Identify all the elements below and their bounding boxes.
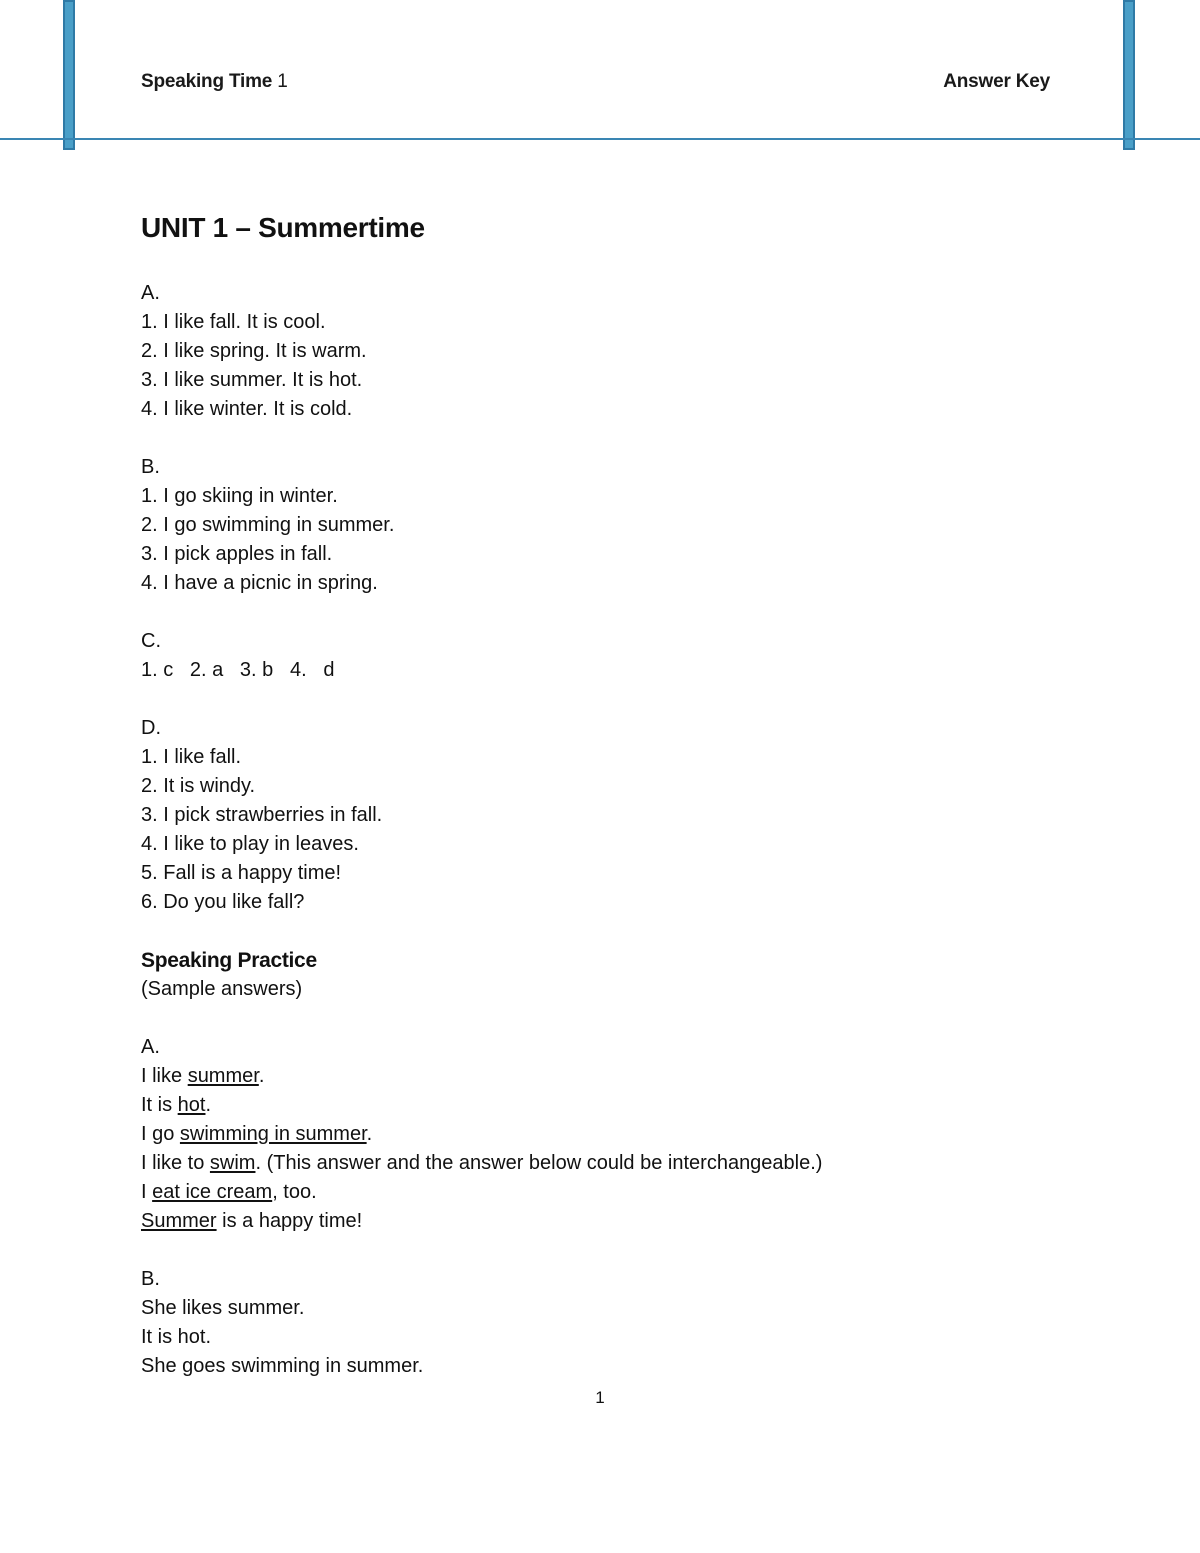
- answer-blank: swimming in summer: [179, 1123, 367, 1145]
- header-rule: [0, 138, 1200, 140]
- header-answer-key: Answer Key: [943, 71, 1050, 92]
- header-book-title: Speaking Time 1: [141, 71, 288, 92]
- answer-line: 6. Do you like fall?: [141, 891, 305, 913]
- unit-title: UNIT 1 – Summertime: [141, 212, 425, 243]
- section-d: [141, 714, 1141, 917]
- section-label: C.: [141, 630, 161, 652]
- speaking-practice-title: Speaking Practice: [141, 949, 317, 972]
- answer-line: 1. c 2. a 3. b 4. d: [141, 659, 335, 681]
- answer-line: 4. I like to play in leaves.: [141, 833, 359, 855]
- section-label: B.: [141, 1268, 160, 1290]
- page-body: [141, 208, 1141, 1381]
- speaking-practice-subtitle: (Sample answers): [141, 978, 303, 1000]
- sample-answer-line: She goes swimming in summer.: [141, 1355, 424, 1377]
- section-label: A.: [141, 282, 160, 304]
- answer-line: 3. I pick apples in fall.: [141, 543, 333, 565]
- speaking-practice-heading: [141, 946, 1141, 1004]
- answer-blank: hot: [177, 1094, 206, 1116]
- sample-answer-line: Summer is a happy time!: [141, 1210, 363, 1232]
- section-label: D.: [141, 717, 161, 739]
- answer-blank: swim: [209, 1152, 256, 1174]
- section-label: B.: [141, 456, 160, 478]
- header-right-accent-bar: [1123, 0, 1135, 150]
- answer-blank: Summer: [141, 1210, 217, 1232]
- sample-answer-line: It is hot.: [141, 1326, 212, 1348]
- answer-blank: summer: [187, 1065, 259, 1087]
- answer-line: 3. I like summer. It is hot.: [141, 369, 363, 391]
- sample-answer-line: I like summer.: [141, 1065, 265, 1087]
- header-left-accent-bar: [63, 0, 75, 150]
- answer-line: 4. I have a picnic in spring.: [141, 572, 378, 594]
- sample-answer-line: It is hot.: [141, 1094, 212, 1116]
- answer-line: 2. I go swimming in summer.: [141, 514, 395, 536]
- answer-line: 2. I like spring. It is warm.: [141, 340, 367, 362]
- answer-line: 1. I like fall. It is cool.: [141, 311, 326, 333]
- sample-answer-line: I eat ice cream, too.: [141, 1181, 317, 1203]
- section-c: [141, 627, 1141, 685]
- sample-answer-line: I go swimming in summer.: [141, 1123, 373, 1145]
- sample-answer-line: I like to swim. (This answer and the answer below could be interchangeable.): [141, 1152, 823, 1174]
- answer-line: 2. It is windy.: [141, 775, 256, 797]
- answer-line: 5. Fall is a happy time!: [141, 862, 342, 884]
- answer-blank: eat ice cream: [152, 1181, 273, 1203]
- section-b: [141, 453, 1141, 598]
- answer-line: 1. I go skiing in winter.: [141, 485, 338, 507]
- section-label: A.: [141, 1036, 160, 1058]
- answer-line: 1. I like fall.: [141, 746, 242, 768]
- practice-section-a: [141, 1033, 1141, 1236]
- section-a: [141, 279, 1141, 424]
- page-number: 1: [595, 1388, 605, 1407]
- answer-line: 3. I pick strawberries in fall.: [141, 804, 383, 826]
- sample-answer-line: She likes summer.: [141, 1297, 305, 1319]
- practice-section-b: [141, 1265, 1141, 1381]
- answer-line: 4. I like winter. It is cold.: [141, 398, 353, 420]
